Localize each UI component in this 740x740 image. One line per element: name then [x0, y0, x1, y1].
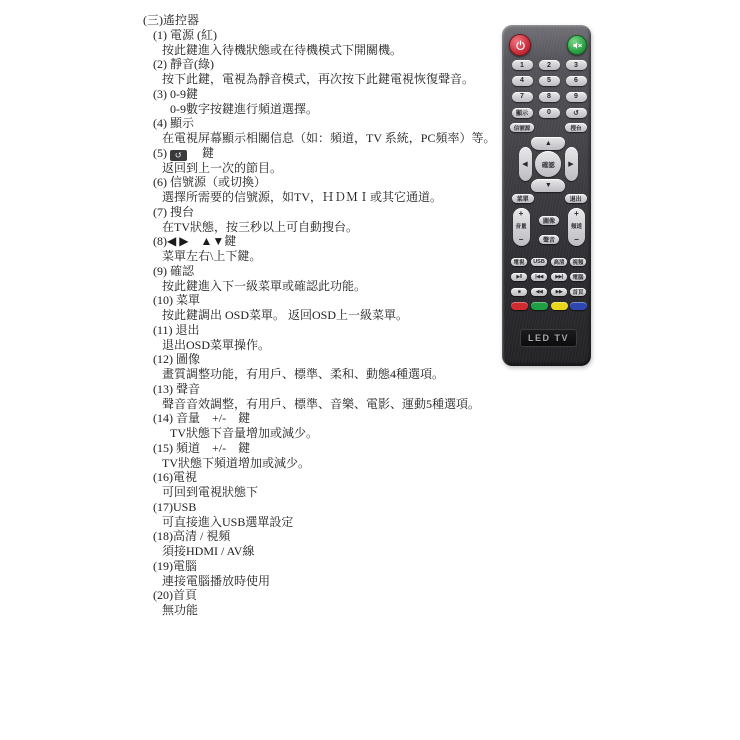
- instruction-line: (4) 顯示: [153, 116, 194, 131]
- display-button: 顯示: [512, 108, 533, 118]
- instruction-line: (18)高清 / 視頻: [153, 529, 231, 544]
- power-button: [509, 34, 531, 56]
- menu-button: 菜單: [512, 194, 534, 203]
- digit-9-button: 9: [566, 92, 587, 102]
- instruction-line: (13) 聲音: [153, 381, 200, 396]
- instruction-line: (6) 信號源（或切換）: [153, 175, 266, 190]
- digit-6-button: 6: [566, 76, 587, 86]
- instruction-line: 須接HDMI / AV線: [162, 544, 255, 558]
- digit-3-button: 3: [566, 60, 587, 70]
- instruction-line: 退出OSD菜單操作。: [162, 337, 271, 352]
- pc-button: 電腦: [570, 273, 586, 281]
- instruction-line: 在電視屏幕顯示相關信息（如：頻道，TV 系統，PC頻率）等。: [162, 131, 496, 145]
- digit-7-button: 7: [512, 92, 533, 102]
- previous-button: |◀◀: [531, 273, 547, 281]
- stop-button: ■: [511, 288, 527, 296]
- digit-4-button: 4: [512, 76, 533, 86]
- instruction-line: 按此鍵調出 OSD菜單。 返回OSD上一級菜單。: [162, 308, 409, 322]
- color-key-red: [511, 302, 528, 310]
- instruction-list: [143, 13, 498, 618]
- instruction-line: TV狀態下頻道增加或減少。: [162, 455, 310, 470]
- instruction-line: (7) 搜台: [153, 204, 194, 219]
- dpad-up-button: ▲: [531, 137, 565, 150]
- instruction-line: (5) ↺ 鍵: [153, 145, 215, 160]
- dpad-down-button: ▼: [531, 179, 565, 192]
- instruction-line: (16)電視: [153, 470, 197, 485]
- search-button: 搜台: [565, 123, 587, 132]
- return-key-icon: ↺: [170, 150, 187, 161]
- volume-rocker: [513, 208, 530, 246]
- instruction-line: (15) 頻道 +/- 鍵: [153, 440, 251, 455]
- digit-0-button: 0: [539, 108, 560, 118]
- instruction-line: (8)◀ ▶ ▲▼鍵: [153, 234, 237, 249]
- channel-minus: −: [574, 234, 579, 244]
- digit-8-button: 8: [539, 92, 560, 102]
- instruction-line: 菜單左右\上下鍵。: [162, 249, 262, 263]
- volume-minus: −: [518, 234, 524, 244]
- instruction-line: (2) 靜音(綠): [153, 57, 214, 72]
- color-key-green: [531, 302, 548, 310]
- source-button: 信號源: [510, 123, 534, 132]
- instruction-line: 可回到電視狀態下: [162, 485, 259, 499]
- dpad-left-button: ◀: [519, 147, 532, 181]
- instruction-line: (三)遙控器: [143, 13, 199, 27]
- instruction-line: 在TV狀態，按三秒以上可自動搜台。: [162, 219, 358, 234]
- color-key-blue: [570, 302, 587, 310]
- instruction-line: 按下此鍵，電視為靜音模式，再次按下此鍵電視恢復聲音。: [162, 72, 475, 86]
- channel-label: 頻道: [570, 223, 582, 230]
- instruction-line: (3) 0-9鍵: [153, 86, 198, 101]
- instruction-line: 畫質調整功能，有用戶、標準、柔和、動態4種選項。: [162, 367, 445, 381]
- ok-button: 確認: [535, 151, 561, 177]
- instruction-line: (19)電腦: [153, 558, 197, 573]
- brand-badge: LED TV: [520, 329, 577, 347]
- video-button: 視頻: [570, 258, 586, 266]
- sound-button: 聲音: [539, 235, 559, 244]
- mute-button: [567, 35, 587, 55]
- instruction-line: 連接電腦播放時使用: [162, 573, 271, 588]
- dpad-right-button: ▶: [565, 147, 578, 181]
- usb-button: USB: [531, 258, 547, 266]
- instruction-line: 選擇所需要的信號源，如TV，ＨＤＭＩ或其它通道。: [162, 190, 442, 204]
- remote-control-photo: [502, 25, 591, 366]
- fast-forward-button: ▶▶: [551, 288, 567, 296]
- volume-plus: +: [518, 208, 524, 218]
- exit-button: 退出: [565, 194, 587, 203]
- instruction-line: (10) 菜單: [153, 293, 200, 308]
- power-icon: [515, 40, 526, 51]
- instruction-line: TV狀態下音量增加或減少。: [170, 426, 318, 440]
- play-pause-button: ▶‖: [511, 273, 527, 281]
- instruction-line: 按此鍵進入待機狀態或在待機模式下開關機。: [162, 42, 403, 57]
- volume-label: 音量: [515, 223, 527, 230]
- color-key-yellow: [551, 302, 568, 310]
- instruction-line: (12) 圖像: [153, 352, 200, 367]
- recall-button: ↺: [566, 108, 587, 118]
- digit-1-button: 1: [512, 60, 533, 70]
- next-button: ▶▶|: [551, 273, 567, 281]
- digit-2-button: 2: [539, 60, 560, 70]
- rewind-button: ◀◀: [531, 288, 547, 296]
- hd-button: 高清: [551, 258, 567, 266]
- instruction-line: 無功能: [162, 603, 199, 617]
- instruction-line: 可直接進入USB選單設定: [162, 514, 294, 529]
- digit-5-button: 5: [539, 76, 560, 86]
- instruction-line: (17)USB: [153, 499, 197, 514]
- instruction-line: (1) 電源 (紅): [153, 27, 217, 42]
- home-button: 首頁: [570, 288, 586, 296]
- instruction-line: 按此鍵進入下一級菜單或確認此功能。: [162, 278, 367, 293]
- picture-button: 圖像: [539, 216, 559, 225]
- tv-button: 電視: [511, 258, 527, 266]
- instruction-line: (9) 確認: [153, 263, 194, 278]
- instruction-line: 返回到上一次的節目。: [162, 160, 283, 175]
- instruction-line: (20)首頁: [153, 588, 197, 603]
- mute-icon: [572, 40, 583, 51]
- instruction-line: (11) 退出: [153, 322, 200, 337]
- instruction-line: 聲音音效調整，有用戶、標準、音樂、電影、運動5種選項。: [162, 396, 481, 411]
- instruction-line: 0-9數字按鍵進行頻道選擇。: [170, 101, 318, 116]
- channel-plus: +: [574, 208, 579, 218]
- instruction-line: (14) 音量 +/- 鍵: [153, 411, 251, 426]
- channel-rocker: [568, 208, 585, 246]
